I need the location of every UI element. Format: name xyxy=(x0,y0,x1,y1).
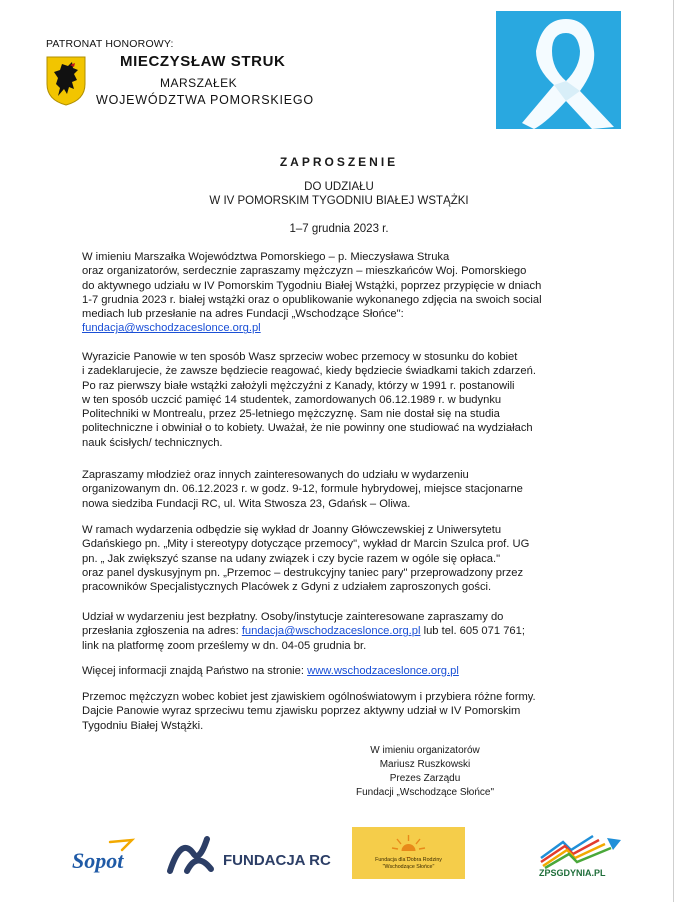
paragraph-more-info xyxy=(82,664,612,678)
paragraph-registration xyxy=(82,610,612,653)
wschodzace-slonce-logo-text: Fundacja dla Dobra Rodziny "Wschodzące Słońce" xyxy=(375,857,442,870)
invitation-subtitle xyxy=(0,180,678,208)
pomeranian-griffin-crest-icon xyxy=(46,56,86,106)
registration-phone-text: lub tel. 605 071 761; link na platformę zoom prześlemy w dn. 04-05 grudnia br. xyxy=(82,625,525,652)
white-ribbon-panel xyxy=(496,11,621,129)
patron-org: WOJEWÓDZTWA POMORSKIEGO xyxy=(96,93,314,107)
paragraph-closing: Przemoc mężczyzn wobec kobiet jest zjawiskiem ogólnoświatowym i przybiera różne formy. Dajcie Panowie wyraz sprzeciwu temu zjawisku poprzez aktywny udział w IV Pomorskim Tygodniu Białej Wstążki. xyxy=(82,691,536,732)
paragraph-program: W ramach wydarzenia odbędzie się wykład dr Joanny Główczewskiej z Uniwersytetu Gdańskiego pn. „Mity i stereotypy dotyczące przemocy", wykład dr Marcin Szulca prof. UG pn. „ Jak zwiększyć szanse na udany związek i czy bycie razem w ogóle się opłaca." oraz panel dyskusyjnym pn. „Przemoc – destrukcyjny taniec pary" przeprowadzony przez pracowników Specjalistycznych Placówek z Gdyni z udziałem zaproszonych gości. xyxy=(82,524,530,594)
patron-name: MIECZYSŁAW STRUK xyxy=(120,53,286,70)
fundacja-rc-logo-text: FUNDACJA RC xyxy=(223,852,331,869)
paragraph-event-details: Zapraszamy młodzież oraz innych zainteresowanych do udziału w wydarzeniu organizowanym dn. 06.12.2023 r. w godz. 9-12, formule hybrydowej, miejsce stacjonarne nowa siedziba Fundacji RC, ul. Wita Stwosza 23, Gdańsk – Oliwa. xyxy=(82,469,523,510)
subtitle-line-2: W IV POMORSKIM TYGODNIU BIAŁEJ WSTĄŻKI xyxy=(209,195,469,207)
email-link[interactable]: fundacja@wschodzaceslonce.org.pl xyxy=(82,322,261,335)
paragraph-invitation xyxy=(82,250,612,336)
page-edge xyxy=(673,0,674,902)
wschodzace-slonce-logo xyxy=(352,827,465,879)
subtitle-line-1: DO UDZIAŁU xyxy=(304,181,374,193)
signature-block: W imieniu organizatorów Mariusz Ruszkowski Prezes Zarządu Fundacji „Wschodzące Słońce" xyxy=(355,745,495,798)
patronat-label: PATRONAT HONOROWY: xyxy=(46,38,174,50)
more-info-text: Więcej informacji znajdą Państwo na stronie: xyxy=(82,665,308,677)
sun-icon xyxy=(352,827,465,857)
zps-gdynia-logo-text: ZPSGDYNIA.PL xyxy=(539,868,606,878)
registration-email-link[interactable]: fundacja@wschodzaceslonce.org.pl xyxy=(241,625,421,638)
registration-text: Udział w wydarzeniu jest bezpłatny. Osoby/instytucje zainteresowane zapraszamy do przesłania zgłoszenia na adres: xyxy=(82,611,504,638)
paragraph-history: Wyrazicie Panowie w ten sposób Wasz sprzeciw wobec przemocy w stosunku do kobiet i zadeklarujecie, że zawsze będziecie reagować, kiedy będziecie świadkami takich zdarzeń. Po raz pierwszy białe wstążki założyli mężczyźni z Kanady, którzy w 1991 r. postanowili w ten sposób uczcić pamięć 14 studentek, zamordowanych 06.12.1989 r. w budynku Politechniki w Montrealu, przez 25-letniego mężczyznę. Sam nie dostał się na studia politechniczne i obwiniał o to kobiety. Uważał, że nie powinny one studiować na wydziałach nauk ścisłych/ technicznych. xyxy=(82,351,536,449)
invitation-title: ZAPROSZENIE xyxy=(279,155,399,169)
website-link[interactable]: www.wschodzaceslonce.org.pl xyxy=(307,665,459,677)
sopot-logo xyxy=(70,838,136,876)
sopot-logo-text: Sopot xyxy=(72,848,124,873)
paragraph-invitation-text: W imieniu Marszałka Województwa Pomorskiego – p. Mieczysława Struka oraz organizatorów, serdecznie zapraszamy mężczyzn – mieszkańców Woj. Pomorskiego do aktywnego udziału w IV Pomorskim Tygodniu Białej Wstążki, poprzez przypięcie w dniach 1-7 grudnia 2023 r. białej wstążki oraz o opublikowanie wykonanego zdjęcia na swoich social mediach lub przesłanie na adres Fundacji „Wschodzące Słońce": xyxy=(82,251,542,321)
white-ribbon-icon xyxy=(496,11,621,129)
event-dates: 1–7 grudnia 2023 r. xyxy=(289,223,389,235)
patron-role: MARSZAŁEK xyxy=(160,76,238,90)
fundacja-rc-logo xyxy=(167,835,331,875)
zps-gdynia-logo xyxy=(537,832,633,878)
